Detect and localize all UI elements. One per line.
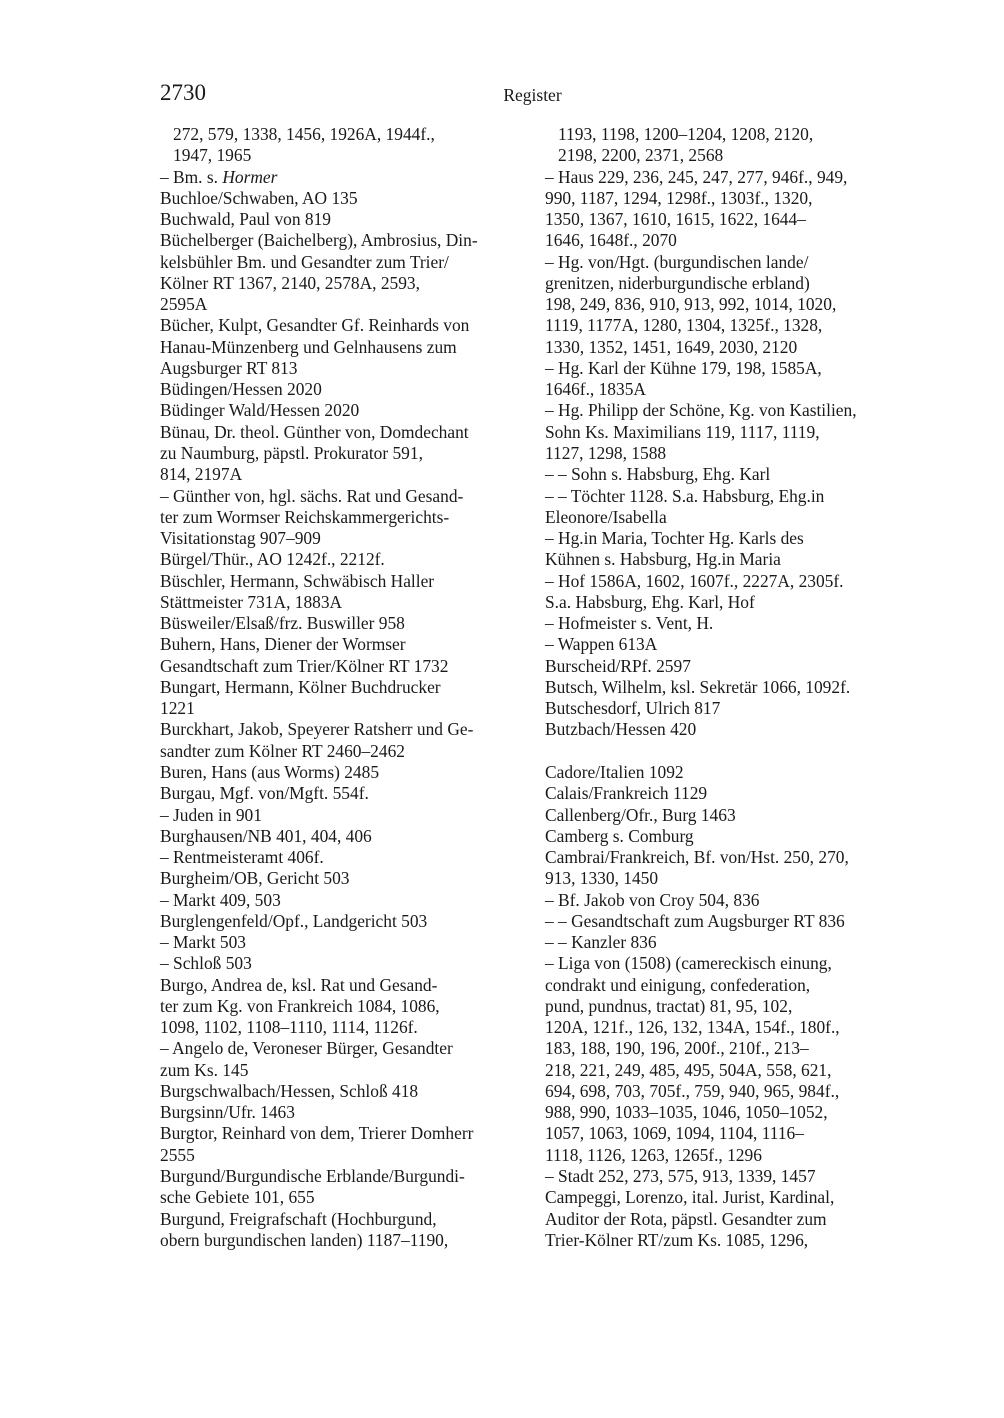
entry-line: sandter zum Kölner RT 2460–2462 — [160, 740, 405, 761]
index-subentry — [545, 167, 920, 252]
index-entry — [160, 762, 530, 783]
entry-line: Callenberg/Ofr., Burg 1463 — [545, 804, 736, 825]
entry-line: 1098, 1102, 1108–1110, 1114, 1126f. — [160, 1017, 418, 1038]
entry-line: Burckhart, Jakob, Speyerer Ratsherr und Ge- — [160, 719, 474, 740]
index-entry — [545, 805, 920, 826]
entry-line: pund, pundnus, tractat) 81, 95, 102, — [545, 995, 793, 1016]
index-subentry — [545, 358, 920, 401]
entry-line: 1193, 1198, 1200–1204, 1208, 2120, — [558, 124, 814, 144]
index-entry-continuation — [545, 124, 920, 167]
index-subentry — [545, 1166, 920, 1187]
entry-line: 1646f., 1835A — [545, 379, 646, 400]
entry-line: Büchelberger (Baichelberg), Ambrosius, Din- — [160, 230, 478, 251]
index-entry — [545, 783, 920, 804]
index-entry — [545, 698, 920, 719]
entry-line: condrakt und einigung, confederation, — [545, 974, 811, 995]
entry-line: 990, 1187, 1294, 1298f., 1303f., 1320, — [545, 187, 813, 208]
index-subentry — [160, 1038, 530, 1081]
entry-line: – – Kanzler 836 — [545, 932, 657, 953]
entry-line: 1646, 1648f., 2070 — [545, 230, 677, 251]
entry-line: Burgheim/OB, Gericht 503 — [160, 868, 350, 889]
index-entry — [160, 783, 530, 804]
index-subentry — [545, 464, 920, 485]
index-entry — [160, 868, 530, 889]
entry-line: 272, 579, 1338, 1456, 1926A, 1944f., — [173, 124, 435, 144]
index-entry — [160, 571, 530, 614]
entry-line: Bücher, Kulpt, Gesandter Gf. Reinhards von — [160, 315, 470, 336]
index-subentry — [545, 400, 920, 464]
index-entry — [160, 400, 530, 421]
entry-line: Burglengenfeld/Opf., Landgericht 503 — [160, 910, 428, 931]
index-entry — [160, 315, 530, 379]
entry-line: 120A, 121f., 126, 132, 134A, 154f., 180f., — [545, 1017, 840, 1038]
index-entry — [545, 677, 920, 698]
entry-line: Visitationstag 907–909 — [160, 528, 321, 549]
entry-line: 183, 188, 190, 196, 200f., 210f., 213– — [545, 1038, 809, 1059]
index-subentry — [545, 486, 920, 529]
entry-line: – Stadt 252, 273, 575, 913, 1339, 1457 — [545, 1166, 816, 1187]
entry-line: Burgsinn/Ufr. 1463 — [160, 1102, 295, 1123]
entry-line: – Rentmeisteramt 406f. — [160, 847, 324, 868]
entry-line: – Hg.in Maria, Tochter Hg. Karls des — [545, 528, 804, 549]
entry-line: – – Sohn s. Habsburg, Ehg. Karl — [545, 464, 771, 485]
index-entry — [160, 379, 530, 400]
entry-line: Burgo, Andrea de, ksl. Rat und Gesand- — [160, 974, 438, 995]
index-entry — [160, 1209, 530, 1252]
index-entry — [160, 613, 530, 634]
index-entry — [545, 847, 920, 890]
index-entry — [545, 762, 920, 783]
entry-line: – Hg. Karl der Kühne 179, 198, 1585A, — [545, 357, 822, 378]
index-entry — [160, 719, 530, 762]
index-entry — [545, 719, 920, 740]
index-entry — [160, 549, 530, 570]
entry-line: – – Gesandtschaft zum Augsburger RT 836 — [545, 910, 845, 931]
index-subentry — [160, 805, 530, 826]
index-subentry — [545, 528, 920, 571]
index-subentry — [160, 932, 530, 953]
entry-line: 913, 1330, 1450 — [545, 868, 659, 889]
index-subentry — [545, 911, 920, 932]
entry-line: Eleonore/Isabella — [545, 506, 667, 527]
entry-line: Burgund, Freigrafschaft (Hochburgund, — [160, 1208, 437, 1229]
entry-line: sche Gebiete 101, 655 — [160, 1187, 315, 1208]
entry-line: 2555 — [160, 1144, 195, 1165]
index-subentry — [545, 252, 920, 358]
entry-line: – Hg. Philipp der Schöne, Kg. von Kastilien, — [545, 400, 857, 421]
entry-line: Sohn Ks. Maximilians 119, 1117, 1119, — [545, 421, 820, 442]
entry-line: S.a. Habsburg, Ehg. Karl, Hof — [545, 591, 755, 612]
entry-line: – Hofmeister s. Vent, H. — [545, 613, 714, 634]
entry-line: – Markt 503 — [160, 932, 246, 953]
entry-line: 1057, 1063, 1069, 1094, 1104, 1116– — [545, 1123, 804, 1144]
entry-line: Butzbach/Hessen 420 — [545, 719, 697, 740]
entry-line: Cambrai/Frankreich, Bf. von/Hst. 250, 270, — [545, 847, 849, 868]
running-head: Register — [503, 85, 562, 105]
index-entry-continuation — [160, 124, 530, 167]
entry-line: – Haus 229, 236, 245, 247, 277, 946f., 949, — [545, 166, 848, 187]
entry-line: Butschesdorf, Ulrich 817 — [545, 698, 721, 719]
index-subentry — [545, 571, 920, 614]
entry-line: – Günther von, hgl. sächs. Rat und Gesand- — [160, 485, 464, 506]
entry-line: 988, 990, 1033–1035, 1046, 1050–1052, — [545, 1102, 828, 1123]
index-subentry — [160, 167, 530, 188]
entry-line: – Bm. s. Hormer — [160, 166, 278, 187]
entry-line: Cadore/Italien 1092 — [545, 761, 684, 782]
index-entry — [160, 1081, 530, 1102]
index-entry — [160, 209, 530, 230]
index-column-right — [545, 124, 920, 1251]
entry-line: 1119, 1177A, 1280, 1304, 1325f., 1328, — [545, 315, 823, 336]
index-entry — [160, 230, 530, 315]
entry-line: 2198, 2200, 2371, 2568 — [558, 145, 724, 166]
entry-line: Auditor der Rota, päpstl. Gesandter zum — [545, 1208, 827, 1229]
entry-line: Bungart, Hermann, Kölner Buchdrucker — [160, 676, 441, 697]
index-entry — [545, 656, 920, 677]
entry-line: Burghausen/NB 401, 404, 406 — [160, 825, 372, 846]
entry-line: 198, 249, 836, 910, 913, 992, 1014, 1020, — [545, 294, 837, 315]
entry-line: – Markt 409, 503 — [160, 889, 281, 910]
index-entry — [160, 826, 530, 847]
entry-line: 218, 221, 249, 485, 495, 504A, 558, 621, — [545, 1059, 832, 1080]
entry-line: ter zum Wormser Reichskammergerichts- — [160, 506, 450, 527]
entry-line: 1127, 1298, 1588 — [545, 442, 667, 463]
index-entry — [160, 677, 530, 720]
entry-line: – – Töchter 1128. S.a. Habsburg, Ehg.in — [545, 485, 825, 506]
section-gap — [545, 741, 920, 762]
entry-line: 814, 2197A — [160, 464, 243, 485]
entry-line: – Juden in 901 — [160, 804, 262, 825]
entry-line: – Bf. Jakob von Croy 504, 836 — [545, 889, 760, 910]
entry-line: – Wappen 613A — [545, 634, 658, 655]
entry-line: Bürgel/Thür., AO 1242f., 2212f. — [160, 549, 385, 570]
entry-line: Campeggi, Lorenzo, ital. Jurist, Kardinal, — [545, 1187, 835, 1208]
entry-line: 1330, 1352, 1451, 1649, 2030, 2120 — [545, 336, 798, 357]
entry-line: – Liga von (1508) (camereckisch einung, — [545, 953, 832, 974]
page-header — [160, 78, 905, 108]
entry-line: zum Ks. 145 — [160, 1059, 249, 1080]
entry-line: Burgtor, Reinhard von dem, Trierer Domherr — [160, 1123, 474, 1144]
index-subentry — [160, 953, 530, 974]
index-subentry — [545, 613, 920, 634]
entry-line: – Hof 1586A, 1602, 1607f., 2227A, 2305f. — [545, 570, 844, 591]
entry-line: 2595A — [160, 294, 208, 315]
index-subentry — [545, 634, 920, 655]
entry-line: Büdingen/Hessen 2020 — [160, 379, 322, 400]
index-column-left — [160, 124, 530, 1251]
index-entry — [160, 911, 530, 932]
entry-line: ter zum Kg. von Frankreich 1084, 1086, — [160, 995, 440, 1016]
index-subentry — [160, 847, 530, 868]
index-entry — [160, 975, 530, 1039]
entry-line: Calais/Frankreich 1129 — [545, 783, 708, 804]
entry-line: Buhern, Hans, Diener der Wormser — [160, 634, 406, 655]
entry-line: 1350, 1367, 1610, 1615, 1622, 1644– — [545, 209, 806, 230]
entry-line: Burgau, Mgf. von/Mgft. 554f. — [160, 783, 369, 804]
entry-line: zu Naumburg, päpstl. Prokurator 591, — [160, 442, 423, 463]
entry-line: Hanau-Münzenberg und Gelnhausens zum — [160, 336, 457, 357]
index-entry — [545, 826, 920, 847]
entry-line: Trier-Kölner RT/zum Ks. 1085, 1296, — [545, 1229, 809, 1250]
entry-line: Burgund/Burgundische Erblande/Burgundi- — [160, 1166, 465, 1187]
entry-line: – Angelo de, Veroneser Bürger, Gesandter — [160, 1038, 453, 1059]
entry-line: Buchloe/Schwaben, AO 135 — [160, 187, 358, 208]
entry-line: 1221 — [160, 698, 195, 719]
entry-line: Burscheid/RPf. 2597 — [545, 655, 691, 676]
entry-line: Burgschwalbach/Hessen, Schloß 418 — [160, 1080, 419, 1101]
entry-line: – Schloß 503 — [160, 953, 252, 974]
entry-line: 1947, 1965 — [173, 145, 252, 166]
entry-line: Augsburger RT 813 — [160, 357, 298, 378]
index-subentry — [545, 932, 920, 953]
entry-line: 1118, 1126, 1263, 1265f., 1296 — [545, 1144, 762, 1165]
entry-line: Stättmeister 731A, 1883A — [160, 591, 343, 612]
index-subentry — [160, 486, 530, 550]
index-entry — [160, 422, 530, 486]
index-subentry — [160, 890, 530, 911]
index-entry — [160, 1123, 530, 1166]
page-number: 2730 — [160, 80, 206, 105]
entry-line: Buchwald, Paul von 819 — [160, 209, 331, 230]
entry-line: Büsweiler/Elsaß/frz. Buswiller 958 — [160, 613, 405, 634]
entry-line: Buren, Hans (aus Worms) 2485 — [160, 761, 380, 782]
index-subentry — [545, 953, 920, 1166]
entry-line: Büdinger Wald/Hessen 2020 — [160, 400, 360, 421]
entry-line: Kölner RT 1367, 2140, 2578A, 2593, — [160, 272, 420, 293]
entry-line: kelsbühler Bm. und Gesandter zum Trier/ — [160, 251, 449, 272]
entry-line: obern burgundischen landen) 1187–1190, — [160, 1229, 449, 1250]
entry-line: – Hg. von/Hgt. (burgundischen lande/ — [545, 251, 809, 272]
entry-line: grenitzen, niderburgundische erbland) — [545, 272, 810, 293]
entry-line: Kühnen s. Habsburg, Hg.in Maria — [545, 549, 781, 570]
index-entry — [160, 1166, 530, 1209]
entry-line: Camberg s. Comburg — [545, 825, 694, 846]
index-entry — [160, 1102, 530, 1123]
index-entry — [545, 1187, 920, 1251]
entry-line: Büschler, Hermann, Schwäbisch Haller — [160, 570, 435, 591]
index-subentry — [545, 890, 920, 911]
entry-line: Bünau, Dr. theol. Günther von, Domdechant — [160, 421, 469, 442]
entry-line: Gesandtschaft zum Trier/Kölner RT 1732 — [160, 655, 449, 676]
entry-line: Butsch, Wilhelm, ksl. Sekretär 1066, 1092f. — [545, 676, 851, 697]
index-entry — [160, 188, 530, 209]
entry-line: 694, 698, 703, 705f., 759, 940, 965, 984f., — [545, 1080, 840, 1101]
cross-reference: Hormer — [222, 166, 278, 187]
index-entry — [160, 634, 530, 677]
